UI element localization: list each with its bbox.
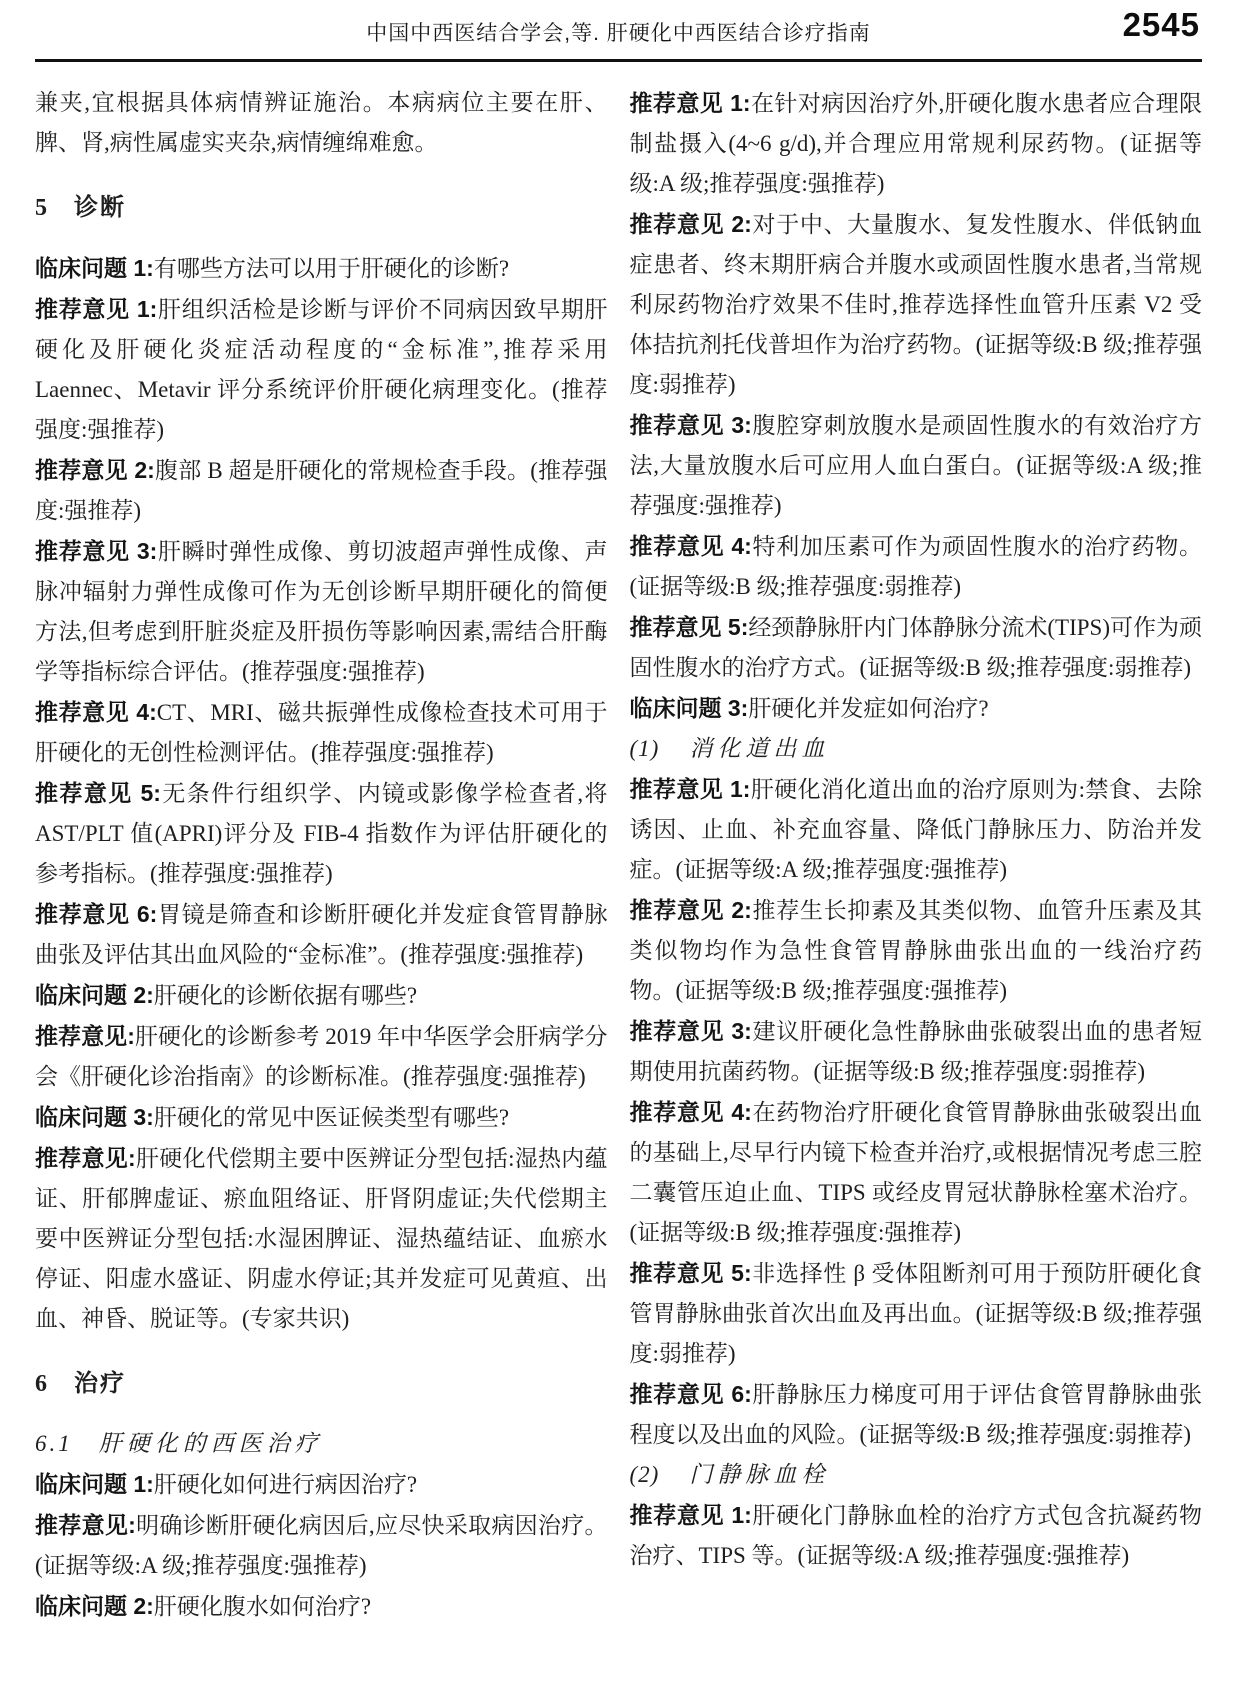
paragraph [35, 531, 608, 692]
paragraph [35, 1586, 608, 1627]
paragraph [35, 692, 608, 773]
paragraph-label: 推荐意见 3: [35, 538, 158, 564]
paragraph-label: 推荐意见 4: [629, 1099, 752, 1125]
section-heading [35, 188, 608, 228]
list-item-heading [630, 1455, 1203, 1495]
paragraph-text: 推荐生长抑素及其类似物、血管升压素及其类似物均作为急性食管胃静脉曲张出血的一线治疗药物。(证据等级:B 级;推荐强度:强推荐) [629, 898, 1202, 1003]
section-title: 诊断 [74, 194, 126, 221]
paragraph [35, 450, 608, 531]
paragraph-text: 肝硬化的诊断依据有哪些? [153, 983, 418, 1008]
paragraph [630, 204, 1203, 405]
paragraph-text: 肝硬化代偿期主要中医辨证分型包括:湿热内蕴证、肝郁脾虚证、瘀血阻络证、肝肾阴虚证;失代偿期主要中医辨证分型包括:水湿困脾证、湿热蕴结证、血瘀水停证、阳虚水盛证、阴虚水停证;其并发症可见黄疸、出血、神昏、脱证等。(专家共识) [35, 1146, 608, 1331]
paragraph [630, 1253, 1203, 1374]
paragraph-text: 明确诊断肝硬化病因后,应尽快采取病因治疗。(证据等级:A 级;推荐强度:强推荐) [35, 1513, 608, 1578]
paragraph-label: 临床问题 1: [35, 1471, 154, 1497]
left-column [35, 83, 608, 1627]
paragraph [35, 1464, 608, 1505]
paragraph-text: 肝硬化的诊断参考 2019 年中华医学会肝病学分会《肝硬化诊治指南》的诊断标准。(推荐强度:强推荐) [35, 1024, 608, 1089]
paragraph-text: 胃镜是筛查和诊断肝硬化并发症食管胃静脉曲张及评估其出血风险的“金标准”。(推荐强度:强推荐) [35, 902, 608, 967]
item-number: (1) [629, 736, 660, 761]
paragraph-label: 推荐意见 5: [35, 780, 161, 806]
item-title: 门静脉血栓 [689, 1462, 830, 1487]
paragraph-label: 临床问题 2: [35, 982, 154, 1008]
paragraph [35, 289, 608, 450]
paragraph-text: 肝硬化并发症如何治疗? [748, 696, 989, 721]
paragraph-label: 推荐意见 2: [629, 897, 752, 923]
paragraph-label: 临床问题 3: [629, 695, 749, 721]
section-heading [35, 1364, 608, 1404]
paragraph-text: CT、MRI、磁共振弹性成像检查技术可用于肝硬化的无创性检测评估。(推荐强度:强推荐) [35, 700, 608, 765]
paragraph-text: 肝硬化如何进行病因治疗? [153, 1472, 418, 1497]
paragraph [35, 1505, 608, 1586]
item-title: 肝硬化的西医治疗 [98, 1431, 323, 1456]
paragraph-label: 推荐意见 1: [629, 1502, 752, 1528]
subsection-heading [35, 1424, 608, 1464]
paragraph-text: 经颈静脉肝内门体静脉分流术(TIPS)可作为顽固性腹水的治疗方式。(证据等级:B 级;推荐强度:弱推荐) [629, 615, 1202, 680]
paragraph-label: 临床问题 1: [35, 255, 154, 281]
running-title: 中国中西医结合学会,等. 肝硬化中西医结合诊疗指南 [366, 22, 871, 45]
paragraph-text: 无条件行组织学、内镜或影像学检查者,将 AST/PLT 值(APRI)评分及 FIB-4 指数作为评估肝硬化的参考指标。(推荐强度:强推荐) [35, 781, 608, 886]
paragraph [35, 894, 608, 975]
paragraph-label: 临床问题 2: [35, 1593, 154, 1619]
item-title: 消化道出血 [689, 736, 830, 761]
paragraph-text: 肝瞬时弹性成像、剪切波超声弹性成像、声脉冲辐射力弹性成像可作为无创诊断早期肝硬化的简便方法,但考虑到肝脏炎症及肝损伤等影响因素,需结合肝酶学等指标综合评估。(推荐强度:强推荐) [35, 539, 608, 684]
paragraph [35, 1016, 608, 1097]
paragraph-text: 肝硬化消化道出血的治疗原则为:禁食、去除诱因、止血、补充血容量、降低门静脉压力、防治并发症。(证据等级:A 级;推荐强度:强推荐) [629, 777, 1203, 882]
paragraph-label: 推荐意见: [35, 1145, 136, 1171]
paragraph [35, 1138, 608, 1339]
paragraph-text: 腹部 B 超是肝硬化的常规检查手段。(推荐强度:强推荐) [35, 458, 608, 523]
paragraph-label: 推荐意见 3: [629, 1018, 752, 1044]
paragraph-text: 对于中、大量腹水、复发性腹水、伴低钠血症患者、终末期肝病合并腹水或顽固性腹水患者,当常规利尿药物治疗效果不佳时,推荐选择性血管升压素 V2 受体拮抗剂托伐普坦作为治疗药物。(证据等级:B 级;推荐强度:弱推荐) [629, 212, 1202, 397]
paragraph [630, 607, 1203, 688]
paragraph-label: 推荐意见 4: [629, 533, 752, 559]
paragraph-text: 兼夹,宜根据具体病情辨证施治。本病病位主要在肝、脾、肾,病性属虚实夹杂,病情缠绵难愈。 [35, 90, 608, 155]
paragraph [630, 1092, 1203, 1253]
paragraph-label: 推荐意见 5: [629, 614, 749, 640]
paragraph-label: 推荐意见: [35, 1512, 136, 1538]
paragraph-label: 推荐意见 2: [35, 457, 155, 483]
page-header [35, 0, 1202, 62]
section-number: 6 [35, 1371, 47, 1397]
item-number: (2) [629, 1462, 660, 1487]
paragraph [35, 773, 608, 894]
two-column-body [35, 62, 1202, 1627]
paragraph [630, 769, 1203, 890]
paragraph-text: 特利加压素可作为顽固性腹水的治疗药物。(证据等级:B 级;推荐强度:弱推荐) [629, 534, 1202, 599]
item-number: 6.1 [35, 1431, 73, 1456]
right-column [630, 83, 1203, 1627]
paragraph-text: 非选择性 β 受体阻断剂可用于预防肝硬化食管胃静脉曲张首次出血及再出血。(证据等级:B 级;推荐强度:弱推荐) [629, 1261, 1203, 1366]
section-title: 治疗 [74, 1370, 126, 1397]
list-item-heading [630, 729, 1203, 769]
paragraph [630, 1374, 1203, 1455]
paragraph-label: 临床问题 3: [35, 1104, 154, 1130]
paragraph [630, 526, 1203, 607]
paragraph [630, 890, 1203, 1011]
paragraph-label: 推荐意见 6: [35, 901, 158, 927]
paragraph-label: 推荐意见 5: [629, 1260, 752, 1286]
paragraph [630, 688, 1203, 729]
paragraph-text: 在针对病因治疗外,肝硬化腹水患者应合理限制盐摄入(4~6 g/d),并合理应用常规利尿药物。(证据等级:A 级;推荐强度:强推荐) [629, 91, 1203, 196]
paragraph-label: 推荐意见 6: [629, 1381, 752, 1407]
paragraph [35, 248, 608, 289]
paragraph-text: 肝静脉压力梯度可用于评估食管胃静脉曲张程度以及出血的风险。(证据等级:B 级;推荐强度:弱推荐) [629, 1382, 1202, 1447]
paragraph [35, 83, 608, 163]
paragraph-text: 肝硬化门静脉血栓的治疗方式包含抗凝药物治疗、TIPS 等。(证据等级:A 级;推荐强度:强推荐) [629, 1503, 1202, 1568]
paragraph [35, 1097, 608, 1138]
paragraph-label: 推荐意见 3: [629, 412, 752, 438]
paragraph-text: 肝硬化腹水如何治疗? [153, 1594, 372, 1619]
paragraph [630, 83, 1203, 204]
paragraph-text: 在药物治疗肝硬化食管胃静脉曲张破裂出血的基础上,尽早行内镜下检查并治疗,或根据情况考虑三腔二囊管压迫止血、TIPS 或经皮胃冠状静脉栓塞术治疗。(证据等级:B 级;推荐强度:强推荐) [629, 1100, 1202, 1245]
section-number: 5 [35, 195, 47, 221]
paragraph-text: 腹腔穿刺放腹水是顽固性腹水的有效治疗方法,大量放腹水后可应用人血白蛋白。(证据等级:A 级;推荐强度:强推荐) [629, 413, 1202, 518]
paragraph-label: 推荐意见 1: [629, 90, 751, 116]
paragraph-text: 有哪些方法可以用于肝硬化的诊断? [153, 256, 510, 281]
paragraph [630, 1011, 1203, 1092]
paragraph-label: 推荐意见 1: [35, 296, 158, 322]
paragraph [630, 1495, 1203, 1576]
paragraph-text: 建议肝硬化急性静脉曲张破裂出血的患者短期使用抗菌药物。(证据等级:B 级;推荐强度:弱推荐) [629, 1019, 1202, 1084]
paragraph [630, 405, 1203, 526]
paragraph-label: 推荐意见 2: [629, 211, 752, 237]
paragraph-text: 肝组织活检是诊断与评价不同病因致早期肝硬化及肝硬化炎症活动程度的“金标准”,推荐采用 Laennec、Metavir 评分系统评价肝硬化病理变化。(推荐强度:强推荐) [35, 297, 608, 442]
page-number: 2545 [1122, 6, 1200, 43]
paragraph-text: 肝硬化的常见中医证候类型有哪些? [153, 1105, 510, 1130]
paragraph [35, 975, 608, 1016]
paragraph-label: 推荐意见: [35, 1023, 135, 1049]
paragraph-label: 推荐意见 4: [35, 699, 157, 725]
paragraph-label: 推荐意见 1: [629, 776, 751, 802]
